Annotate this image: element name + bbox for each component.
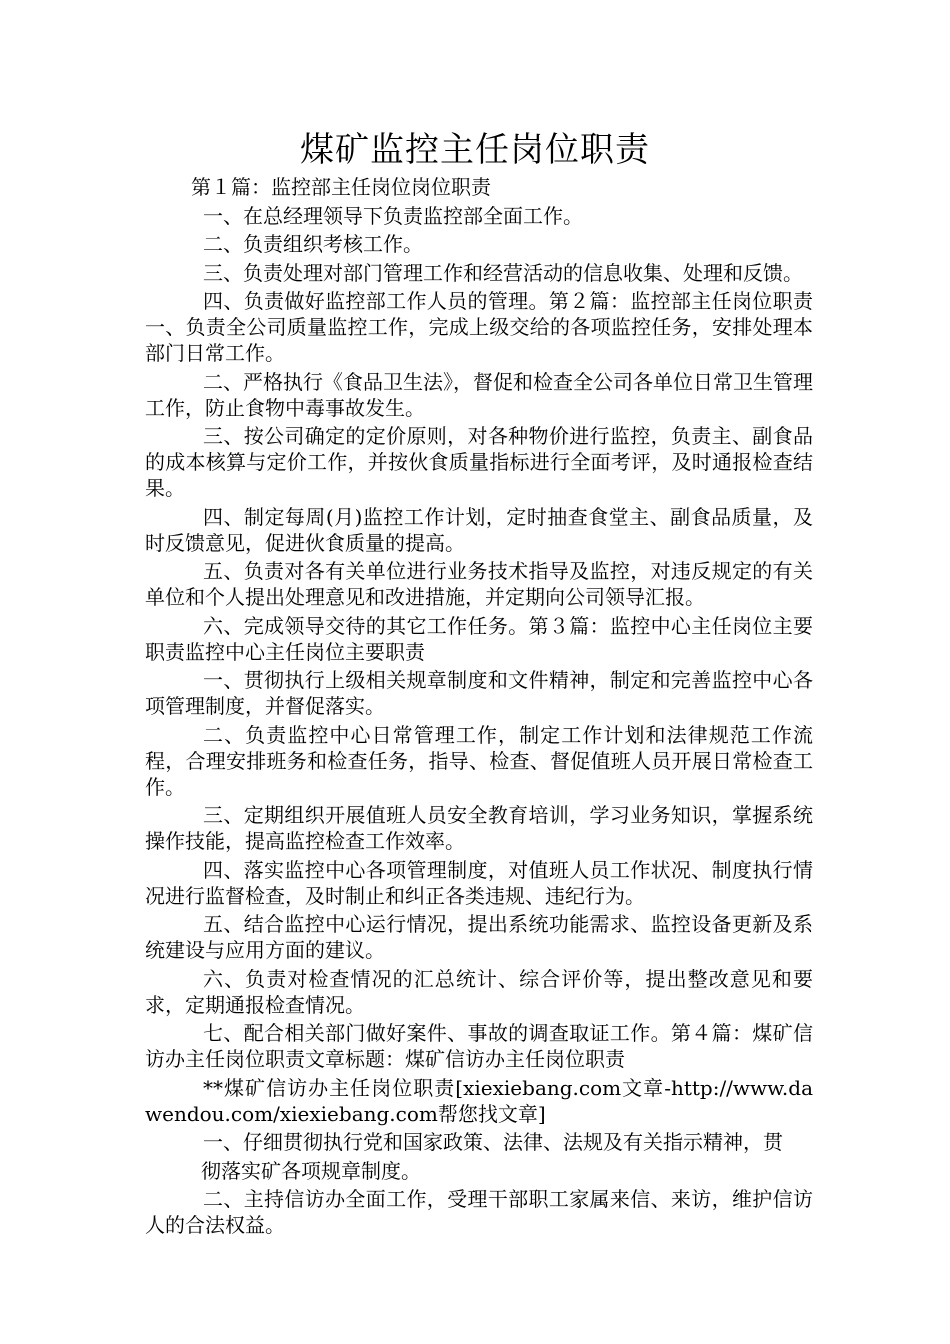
document-body (145, 174, 813, 1241)
paragraph: 二、负责组织考核工作。 (203, 232, 423, 256)
paragraph: 二、负责监控中心日常管理工作，制定工作计划和法律规范工作流程，合理安排班务和检查任务，指导、检查、督促值班人员开展日常检查工作。 (145, 722, 813, 799)
paragraph: 六、完成领导交待的其它工作任务。第３篇：监控中心主任岗位主要职责监控中心主任岗位主要职责 (145, 613, 813, 664)
paragraph: 彻落实矿各项规章制度。 (201, 1158, 421, 1183)
paragraph: 五、结合监控中心运行情况，提出系统功能需求、监控设备更新及系统建设与应用方面的建议。 (145, 912, 813, 962)
paragraph: 三、定期组织开展值班人员安全教育培训，学习业务知识，掌握系统操作技能，提高监控检查工作效率。 (145, 803, 813, 853)
paragraph: 四、负责做好监控部工作人员的管理。第２篇：监控部主任岗位职责一、负责全公司质量监控工作，完成上级交给的各项监控任务，安排处理本部门日常工作。 (145, 289, 813, 365)
paragraph: 三、按公司确定的定价原则，对各种物价进行监控，负责主、副食品的成本核算与定价工作，并按伙食质量指标进行全面考评，及时通报检查结果。 (145, 424, 813, 500)
paragraph: 第１篇：监控部主任岗位岗位职责 (191, 175, 491, 199)
paragraph: 三、负责处理对部门管理工作和经营活动的信息收集、处理和反馈。 (203, 260, 803, 285)
paragraph: 一、贯彻执行上级相关规章制度和文件精神，制定和完善监控中心各项管理制度，并督促落实。 (145, 668, 813, 718)
paragraph: 二、主持信访办全面工作，受理干部职工家属来信、来访，维护信访人的合法权益。 (145, 1187, 813, 1237)
paragraph: 二、严格执行《食品卫生法》，督促和检查全公司各单位日常卫生管理工作，防止食物中毒事故发生。 (145, 369, 813, 420)
paragraph: 一、在总经理领导下负责监控部全面工作。 (203, 203, 583, 228)
paragraph: 四、制定每周(月)监控工作计划，定时抽查食堂主、副食品质量，及时反馈意见，促进伙食质量的提高。 (145, 504, 813, 555)
paragraph: 六、负责对检查情况的汇总统计、综合评价等，提出整改意见和要求，定期通报检查情况。 (145, 966, 813, 1017)
document-title: 煤矿监控主任岗位职责 (300, 130, 650, 170)
paragraph: 七、配合相关部门做好案件、事故的调查取证工作。第４篇：煤矿信访办主任岗位职责文章标题：煤矿信访办主任岗位职责 (145, 1021, 813, 1071)
paragraph: 一、仔细贯彻执行党和国家政策、法律、法规及有关指示精神，贯 (203, 1130, 783, 1154)
paragraph: 五、负责对各有关单位进行业务技术指导及监控，对违反规定的有关单位和个人提出处理意见和改进措施，并定期向公司领导汇报。 (145, 559, 813, 609)
paragraph: 四、落实监控中心各项管理制度，对值班人员工作状况、制度执行情况进行监督检查，及时制止和纠正各类违规、违纪行为。 (145, 857, 813, 908)
paragraph: **煤矿信访办主任岗位职责[xiexiebang.com文章-http://www.dawendou.com/xiexiebang.com帮您找文章] (145, 1075, 813, 1126)
